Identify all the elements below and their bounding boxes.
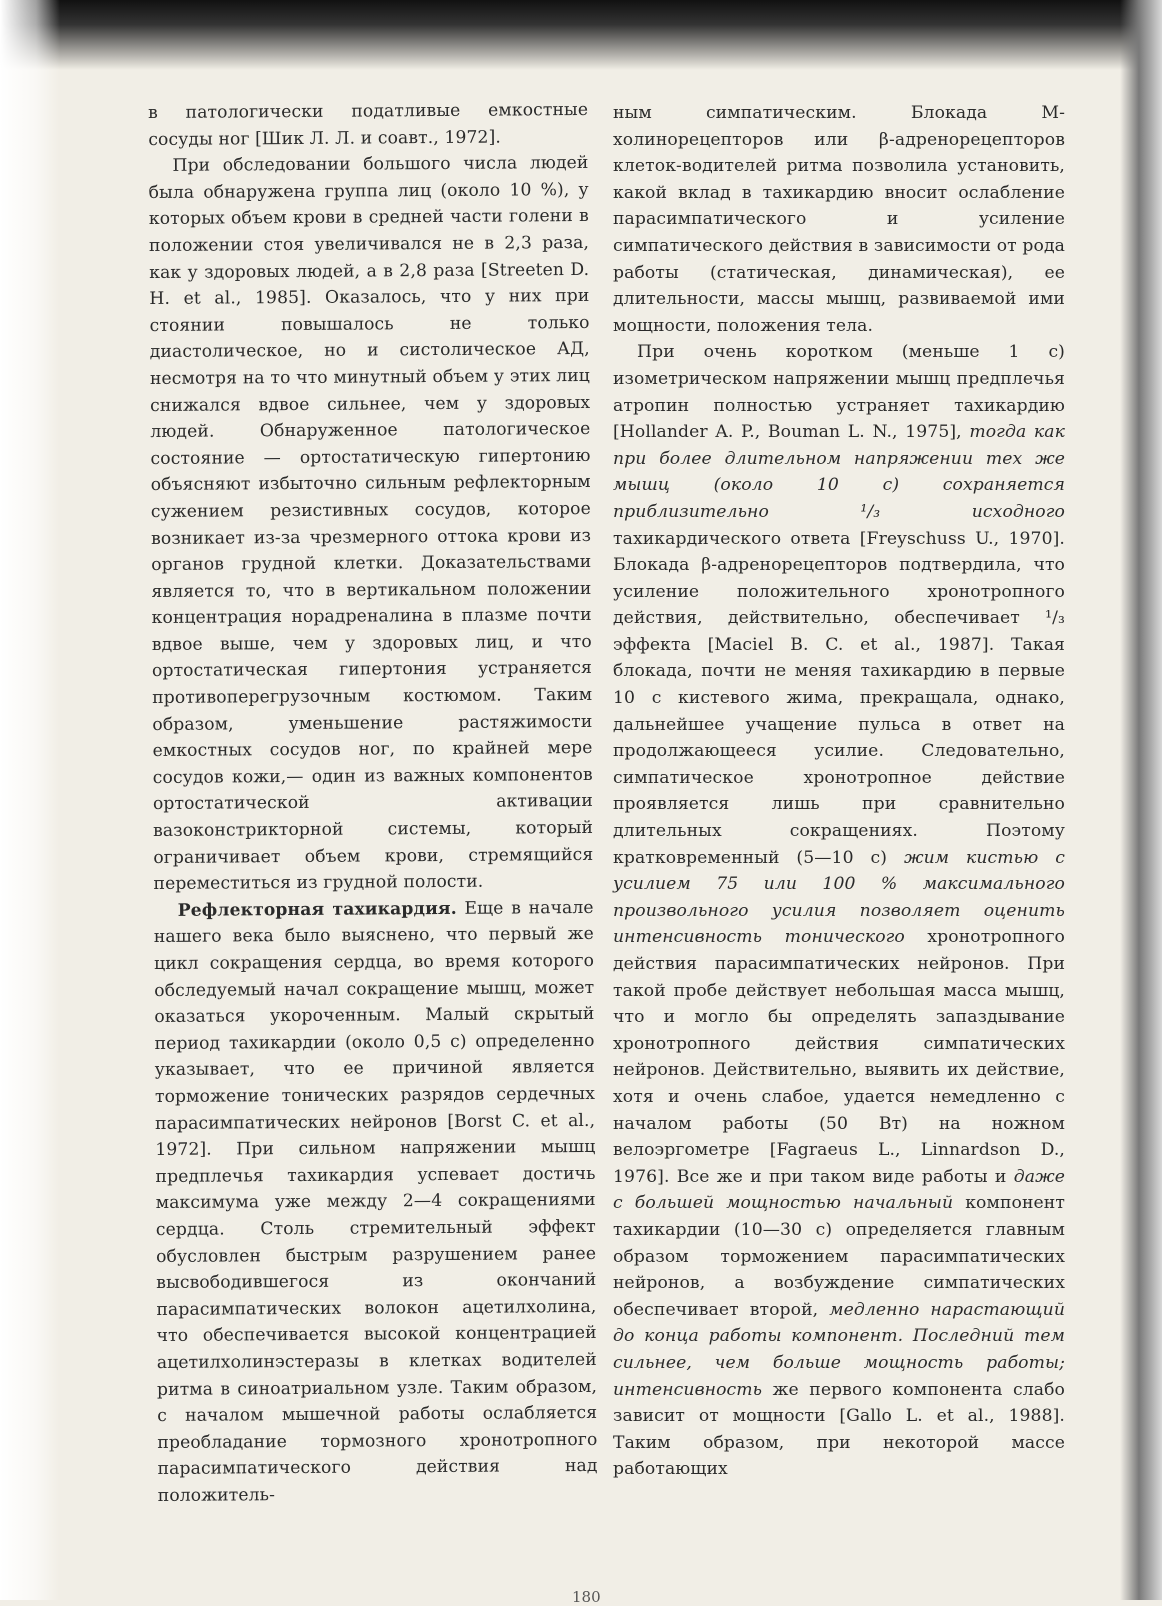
left-paragraph-1: в патологически податливые емкостные сосуды ног [Шик Л. Л. и соавт., 1972].	[148, 99, 589, 150]
right-text-2e: хронотропного действия парасимпатических нейронов. При такой пробе действует небольшая масса мышц, что и могло бы определять запаздывание хронотропного действия симпатических нейронов. Действительно, выявить их действие, хотя и очень слабое, удается немедленно с началом работы (50 Вт) на ножном велоэргометре [Fagraeus L., Linnardson D., 1976]. Все же и при таком виде работы и	[613, 927, 1065, 1187]
right-paragraph-1: ным симпатическим. Блокада М-холинорецепторов или β-адренорецепторов клеток-водителей ритма позволила установить, какой вклад в тахикардию вносит ослабление парасимпатического и усиление симпатического действия в зависимости от рода работы (статическая, динамическая), ее длительности, массы мышц, развиваемой ими мощности, положения тела.	[613, 103, 1065, 336]
right-text-2i: же первого компонента слабо зависит от мощности [Gallo L. et al., 1988]. Таким образом, при некоторой массе работающих	[613, 1379, 1065, 1480]
scan-shadow-left	[0, 0, 60, 1600]
left-column	[148, 97, 598, 1510]
left-paragraph-2: При обследовании большого числа людей была обнаружена группа лиц (около 10 %), у которых объем крови в средней части голени в положении стоя увеличивался не в 2,3 раза, как у здоровых людей, а в 2,8 раза [Streeten D. H. et al., 1985]. Оказалось, что у них при стоянии повышалось не только диастолическое, но и систолическое АД, несмотря на то что минутный объем у этих лиц снижался вдвое сильнее, чем у здоровых людей. Обнаруженное патологическое состояние — ортостатическую гипертонию объясняют избыточно сильным рефлекторным сужением резистивных сосудов, которое возникает из-за чрезмерного оттока крови из органов грудной клетки. Доказательствами является то, что в вертикальном положении концентрация норадреналина в плазме почти вдвое выше, чем у здоровых лиц, и что ортостатическая гипертония устраняется противоперегрузочным костюмом. Таким образом, уменьшение растяжимости емкостных сосудов ног, по крайней мере сосудов кожи,— один из важных компонентов ортостатической активации вазоконстрикторной системы, который ограничивает объем крови, стремящийся переместиться из грудной полости.	[148, 153, 594, 895]
scan-shadow-top	[0, 0, 1162, 70]
right-italic-2f: даже с большей мощностью начальный	[613, 1166, 1065, 1214]
left-paragraph-3-text: Еще в начале нашего века было выяснено, что первый же цикл сокращения сердца, во время которого обследуемый начал сокращение мышц, может оказаться укороченным. Малый скрытый период тахикардии (около 0,5 с) определенно указывает, что ее причиной является торможение тонических разрядов сердечных парасимпатических нейронов [Borst C. et al., 1972]. При сильном напряжении мышц предплечья тахикардия успевает достичь максимума уже между 2—4 сокращениями сердца. Столь стремительный эффект обусловлен быстрым разрушением ранее высвободившегося из окончаний парасимпатических волокон ацетилхолина, что обеспечивается высокой концентрацией ацетилхолинэстеразы в клетках водителей ритма в синоатриальном узле. Таким образом, с началом мышечной работы ослабляется преобладание тормозного хронотропного парасимпатического действия над положитель-	[153, 897, 598, 1506]
right-paragraph-2	[613, 339, 1065, 1483]
scan-shadow-right	[1120, 0, 1162, 1600]
right-italic-2h: медленно нарастающий до конца работы компонент. Последний тем сильнее, чем больше мощность работы; интенсивность	[613, 1299, 1065, 1400]
right-italic-2b: тогда как при более длительном напряжении тех же мышц (около 10 с) сохраняется приблизительно ¹/₃ исходного	[613, 422, 1065, 522]
page-number: 180	[572, 1588, 601, 1606]
right-text-2c: тахикардического ответа [Freyschuss U., 1970]. Блокада β-адренорецепторов подтвердила, что усиление положительного хронотропного действия, действительно, обеспечивает ¹/₃ эффекта [Maciel B. C. et al., 1987]. Такая блокада, почти не меняя тахикардию в первые 10 с кистевого жима, прекращала, однако, дальнейшее учащение пульса в ответ на продолжающееся усилие. Следовательно, симпатическое хронотропное действие проявляется лишь при сравнительно длительных сокращениях. Поэтому кратковременный (5—10 с)	[613, 528, 1065, 868]
right-column	[613, 100, 1065, 1483]
right-italic-2d: жим кистью с усилием 75 или 100 % максимального произвольного усилия позволяет оценить интенсивность тонического	[613, 847, 1065, 948]
right-text-2a: При очень коротком (меньше 1 с) изометрическом напряжении мышц предплечья атропин полностью устраняет тахикардию [Hollander A. P., Bouman L. N., 1975],	[613, 342, 1065, 443]
right-text-2g: компонент тахикардии (10—30 с) определяется главным образом торможением парасимпатических нейронов, а возбуждение симпатических обеспечивает второй,	[613, 1193, 1065, 1320]
left-paragraph-3	[154, 895, 598, 1510]
section-heading-reflex-tachycardia: Рефлекторная тахикардия.	[177, 898, 457, 921]
